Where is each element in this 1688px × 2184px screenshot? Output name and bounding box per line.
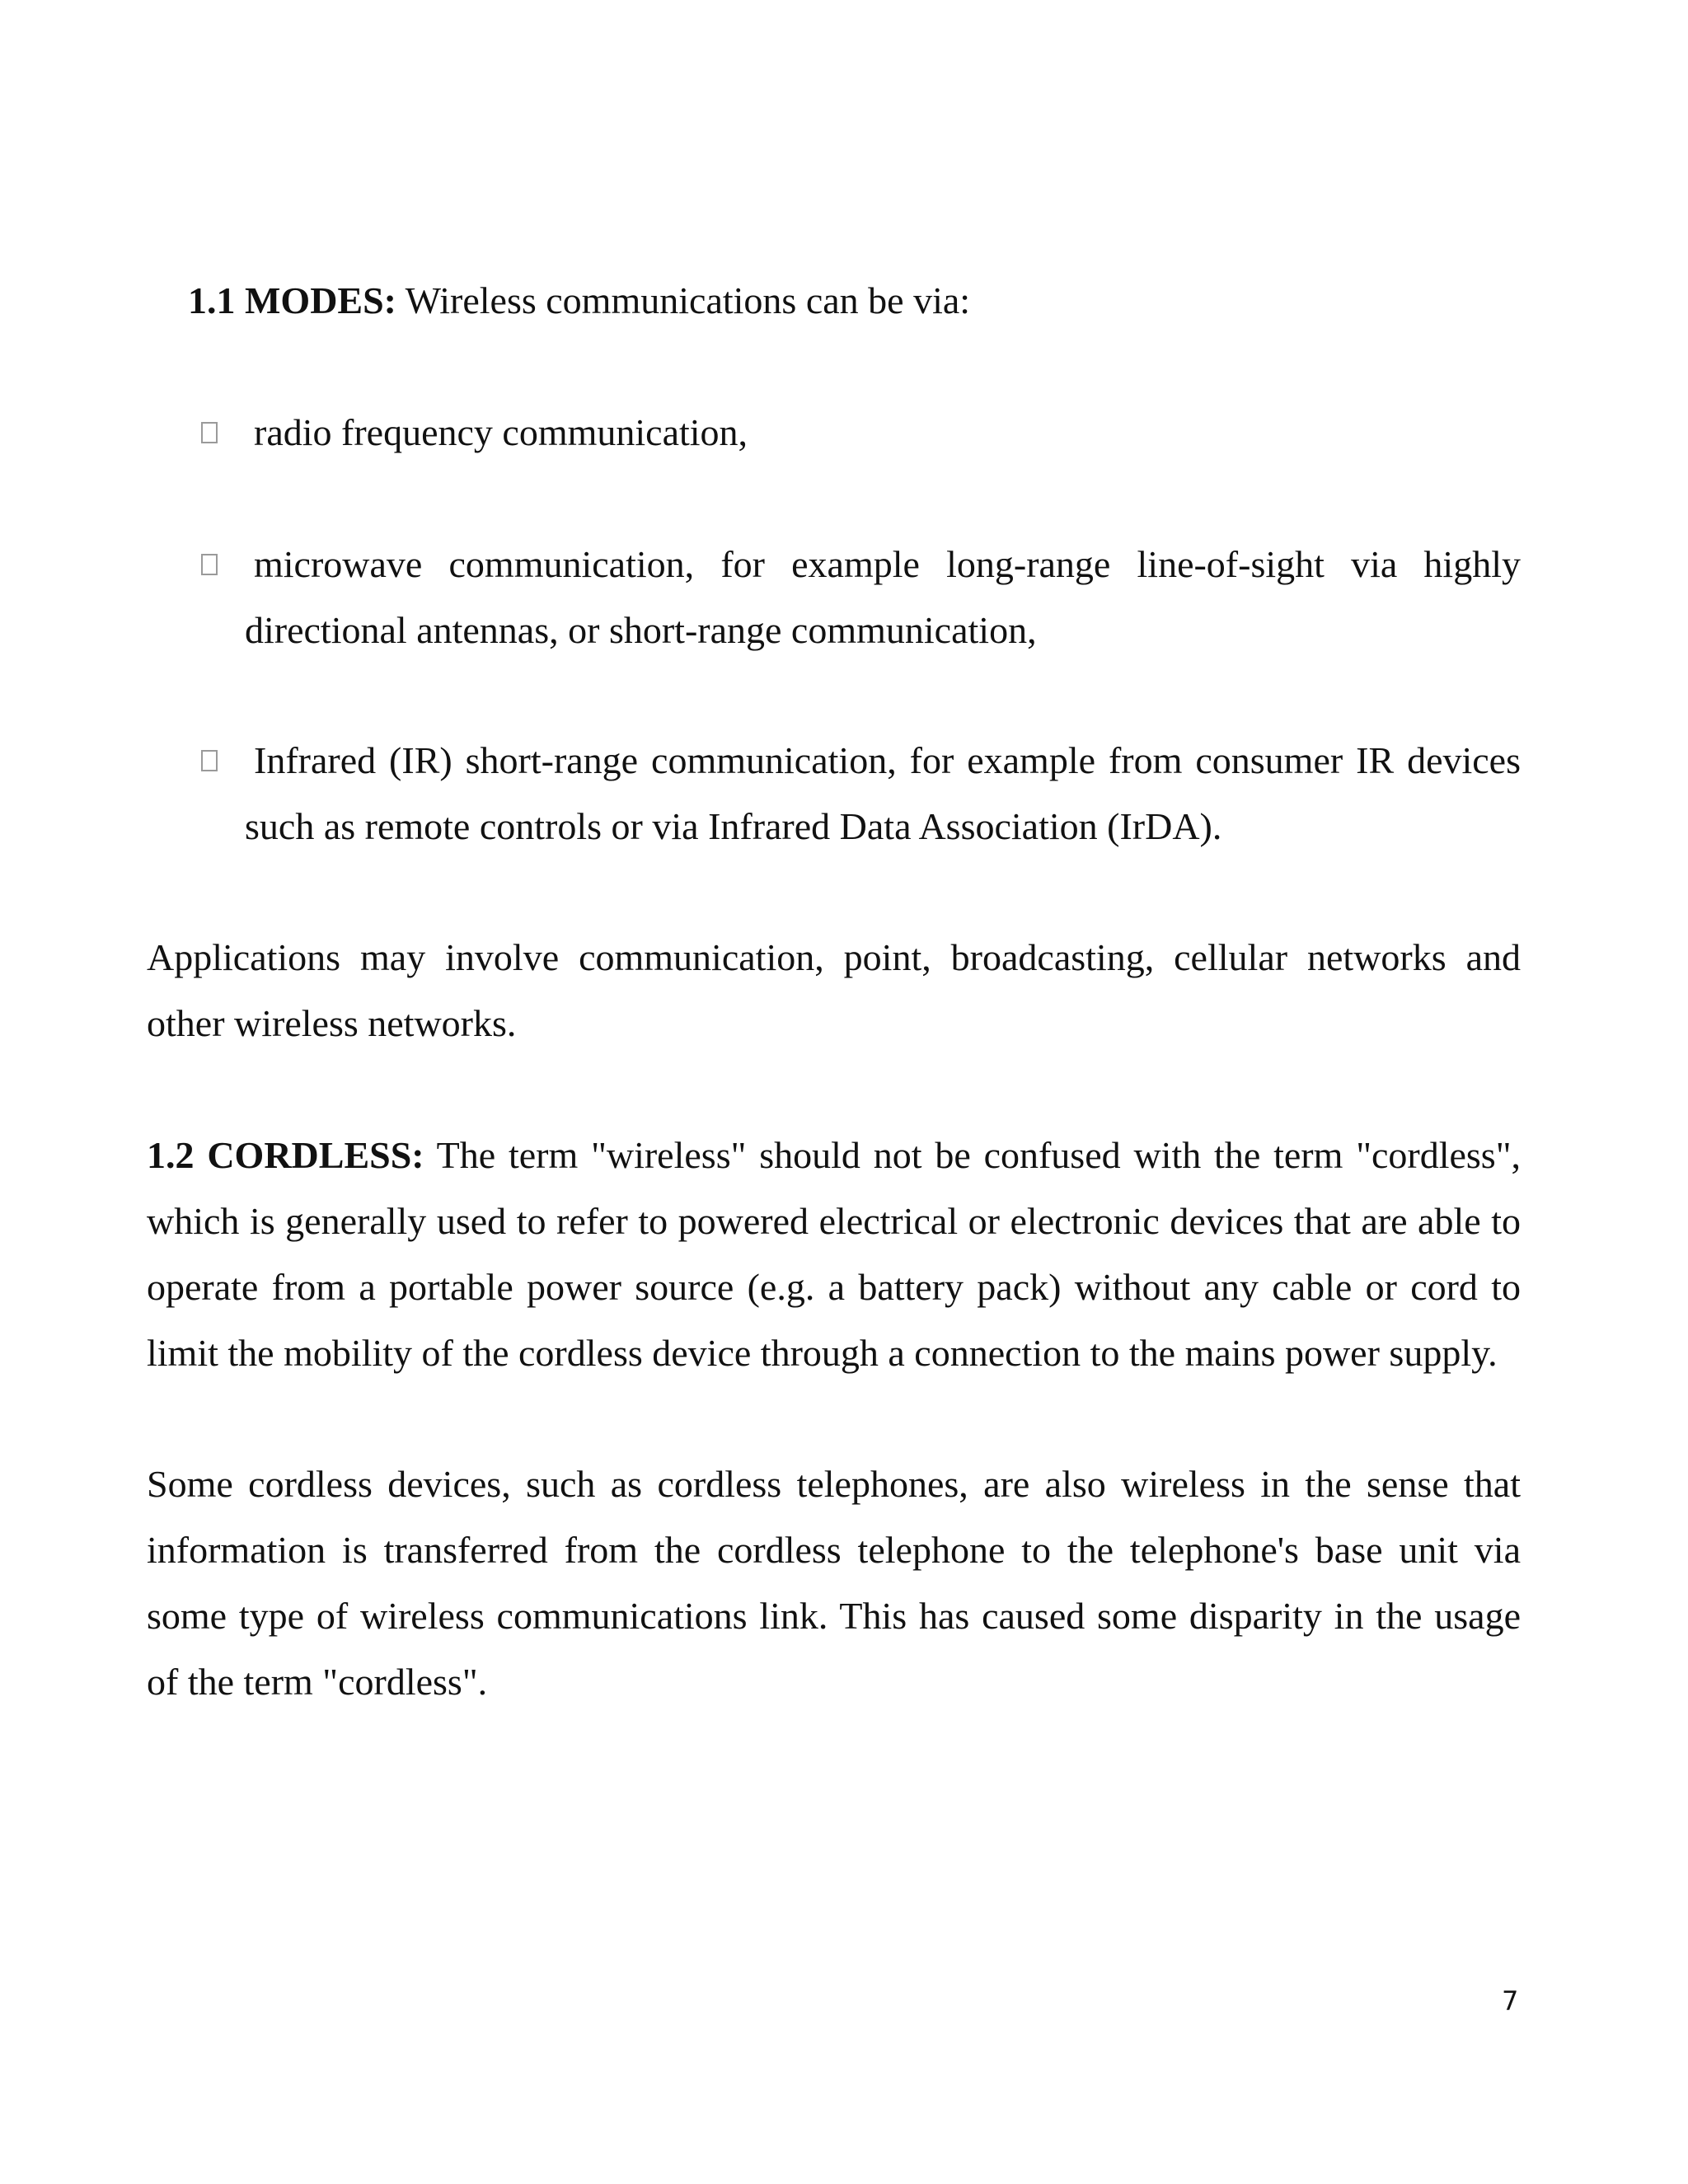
empty-square-bullet-icon bbox=[201, 422, 218, 443]
section-modes-heading-line bbox=[188, 268, 970, 334]
bullet-radio-frequency: radio frequency communication, bbox=[254, 411, 748, 453]
cordless-devices-line-2: information is transferred from the cordless telephone to the telephone's base unit via bbox=[147, 1529, 1521, 1571]
section-cordless-heading: 1.2 CORDLESS: bbox=[147, 1134, 424, 1176]
bullet-infrared-line-1: Infrared (IR) short-range communication, for example from consumer IR devices bbox=[254, 739, 1521, 781]
page-number: 7 bbox=[1502, 1985, 1519, 2017]
bullet-infrared-line-2: such as remote controls or via Infrared Data Association (IrDA). bbox=[245, 805, 1222, 847]
section-cordless-line-3: operate from a portable power source (e.g. a battery pack) without any cable or cord to bbox=[147, 1266, 1521, 1308]
cordless-devices-line-1: Some cordless devices, such as cordless telephones, are also wireless in the sense that bbox=[147, 1463, 1521, 1505]
section-cordless-text-1: The term "wireless" should not be confused with the term "cordless", bbox=[436, 1134, 1521, 1176]
empty-square-bullet-icon bbox=[201, 750, 218, 771]
section-modes-intro: Wireless communications can be via: bbox=[405, 279, 971, 321]
section-modes-heading: 1.1 MODES: bbox=[188, 279, 396, 321]
empty-square-bullet-icon bbox=[201, 554, 218, 575]
section-cordless-line-1 bbox=[147, 1122, 1521, 1188]
section-cordless-line-2: which is generally used to refer to powered electrical or electronic devices that are able to bbox=[147, 1200, 1521, 1242]
section-cordless-line-4: limit the mobility of the cordless device through a connection to the mains power supply. bbox=[147, 1332, 1498, 1374]
cordless-devices-line-3: some type of wireless communications link. This has caused some disparity in the usage bbox=[147, 1595, 1521, 1637]
applications-paragraph-line-1: Applications may involve communication, point, broadcasting, cellular networks and bbox=[147, 936, 1521, 978]
applications-paragraph-line-2: other wireless networks. bbox=[147, 1002, 517, 1044]
bullet-microwave-line-1: microwave communication, for example long-range line-of-sight via highly bbox=[254, 543, 1521, 585]
bullet-microwave-line-2: directional antennas, or short-range communication, bbox=[245, 609, 1037, 651]
cordless-devices-line-4: of the term "cordless". bbox=[147, 1661, 488, 1703]
